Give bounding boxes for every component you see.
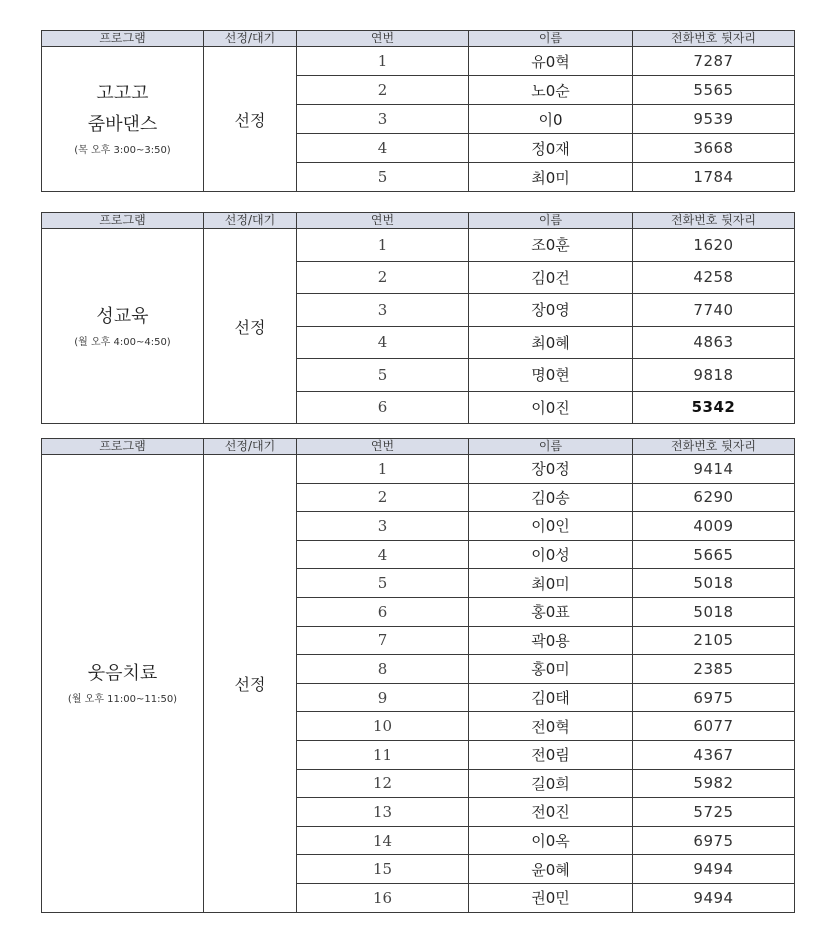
participant-name: 이0성 xyxy=(469,540,633,569)
participant-name: 최0미 xyxy=(469,569,633,598)
phone-last-digits: 6975 xyxy=(633,683,795,712)
row-number: 1 xyxy=(297,47,469,76)
phone-last-digits: 5018 xyxy=(633,569,795,598)
header-number: 연번 xyxy=(297,439,469,455)
phone-last-digits: 2105 xyxy=(633,626,795,655)
phone-last-digits: 4258 xyxy=(633,261,795,294)
phone-last-digits: 7287 xyxy=(633,47,795,76)
header-phone: 전화번호 뒷자리 xyxy=(633,213,795,229)
program-table-zumba xyxy=(41,30,795,192)
header-number: 연번 xyxy=(297,31,469,47)
phone-last-digits: 9818 xyxy=(633,359,795,392)
row-number: 8 xyxy=(297,655,469,684)
selection-status: 선정 xyxy=(204,47,297,192)
row-number: 5 xyxy=(297,359,469,392)
program-cell xyxy=(42,455,204,913)
phone-last-digits: 5565 xyxy=(633,76,795,105)
participant-name: 장0영 xyxy=(469,294,633,327)
phone-last-digits: 5982 xyxy=(633,769,795,798)
row-number: 1 xyxy=(297,455,469,484)
program-name: 웃음치료 xyxy=(87,662,158,684)
table-row xyxy=(42,47,795,76)
program-table-laughter-therapy xyxy=(41,438,795,913)
header-row xyxy=(42,213,795,229)
row-number: 9 xyxy=(297,683,469,712)
header-program: 프로그램 xyxy=(42,439,204,455)
phone-last-digits: 9539 xyxy=(633,105,795,134)
phone-last-digits: 9494 xyxy=(633,883,795,912)
phone-last-digits: 6077 xyxy=(633,712,795,741)
participant-name: 윤0혜 xyxy=(469,855,633,884)
participant-name: 곽0용 xyxy=(469,626,633,655)
header-name: 이름 xyxy=(469,213,633,229)
participant-name: 이0 xyxy=(469,105,633,134)
participant-name: 김0송 xyxy=(469,483,633,512)
row-number: 16 xyxy=(297,883,469,912)
row-number: 4 xyxy=(297,134,469,163)
participant-name: 전0진 xyxy=(469,798,633,827)
participant-name: 최0혜 xyxy=(469,326,633,359)
header-selection: 선정/대기 xyxy=(204,439,297,455)
phone-last-digits: 5018 xyxy=(633,597,795,626)
phone-last-digits: 9414 xyxy=(633,455,795,484)
header-selection: 선정/대기 xyxy=(204,31,297,47)
phone-last-digits: 4367 xyxy=(633,740,795,769)
row-number: 11 xyxy=(297,740,469,769)
program-name: 줌바댄스 xyxy=(87,114,158,135)
header-program: 프로그램 xyxy=(42,213,204,229)
header-number: 연번 xyxy=(297,213,469,229)
phone-last-digits: 5725 xyxy=(633,798,795,827)
participant-name: 명0현 xyxy=(469,359,633,392)
selection-status: 선정 xyxy=(204,229,297,424)
phone-last-digits: 2385 xyxy=(633,655,795,684)
row-number: 3 xyxy=(297,512,469,541)
row-number: 4 xyxy=(297,326,469,359)
phone-last-digits: 5342 xyxy=(633,391,795,424)
row-number: 15 xyxy=(297,855,469,884)
participant-name: 길0희 xyxy=(469,769,633,798)
row-number: 13 xyxy=(297,798,469,827)
row-number: 2 xyxy=(297,76,469,105)
row-number: 5 xyxy=(297,569,469,598)
participant-name: 노0순 xyxy=(469,76,633,105)
participant-name: 홍0표 xyxy=(469,597,633,626)
participant-name: 홍0미 xyxy=(469,655,633,684)
phone-last-digits: 4009 xyxy=(633,512,795,541)
row-number: 2 xyxy=(297,261,469,294)
header-row xyxy=(42,31,795,47)
row-number: 12 xyxy=(297,769,469,798)
participant-name: 권0민 xyxy=(469,883,633,912)
phone-last-digits: 3668 xyxy=(633,134,795,163)
participant-name: 김0건 xyxy=(469,261,633,294)
program-time: (목 오후 3:00~3:50) xyxy=(74,145,171,156)
phone-last-digits: 6975 xyxy=(633,826,795,855)
participant-name: 조0훈 xyxy=(469,229,633,262)
participant-name: 정0재 xyxy=(469,134,633,163)
participant-name: 전0림 xyxy=(469,740,633,769)
participant-name: 이0인 xyxy=(469,512,633,541)
phone-last-digits: 4863 xyxy=(633,326,795,359)
participant-name: 이0진 xyxy=(469,391,633,424)
participant-name: 최0미 xyxy=(469,163,633,192)
selection-status: 선정 xyxy=(204,455,297,913)
program-time: (월 오후 4:00~4:50) xyxy=(74,336,171,348)
participant-name: 김0태 xyxy=(469,683,633,712)
participant-name: 장0정 xyxy=(469,455,633,484)
program-cell xyxy=(42,47,204,192)
row-number: 10 xyxy=(297,712,469,741)
header-phone: 전화번호 뒷자리 xyxy=(633,439,795,455)
row-number: 14 xyxy=(297,826,469,855)
row-number: 4 xyxy=(297,540,469,569)
phone-last-digits: 5665 xyxy=(633,540,795,569)
program-time: (월 오후 11:00~11:50) xyxy=(67,693,178,705)
row-number: 6 xyxy=(297,597,469,626)
participant-name: 전0혁 xyxy=(469,712,633,741)
header-phone: 전화번호 뒷자리 xyxy=(633,31,795,47)
program-cell xyxy=(42,229,204,424)
row-number: 1 xyxy=(297,229,469,262)
phone-last-digits: 9494 xyxy=(633,855,795,884)
row-number: 3 xyxy=(297,105,469,134)
participant-name: 이0옥 xyxy=(469,826,633,855)
row-number: 5 xyxy=(297,163,469,192)
header-row xyxy=(42,439,795,455)
program-name: 성교육 xyxy=(96,305,149,327)
phone-last-digits: 1620 xyxy=(633,229,795,262)
phone-last-digits: 6290 xyxy=(633,483,795,512)
row-number: 2 xyxy=(297,483,469,512)
table-row xyxy=(42,229,795,262)
phone-last-digits: 1784 xyxy=(633,163,795,192)
header-selection: 선정/대기 xyxy=(204,213,297,229)
phone-last-digits: 7740 xyxy=(633,294,795,327)
program-name: 고고고 xyxy=(96,83,149,104)
program-table-sex-education xyxy=(41,212,795,424)
row-number: 6 xyxy=(297,391,469,424)
header-program: 프로그램 xyxy=(42,31,204,47)
row-number: 3 xyxy=(297,294,469,327)
participant-name: 유0혁 xyxy=(469,47,633,76)
header-name: 이름 xyxy=(469,439,633,455)
table-row xyxy=(42,455,795,484)
row-number: 7 xyxy=(297,626,469,655)
header-name: 이름 xyxy=(469,31,633,47)
